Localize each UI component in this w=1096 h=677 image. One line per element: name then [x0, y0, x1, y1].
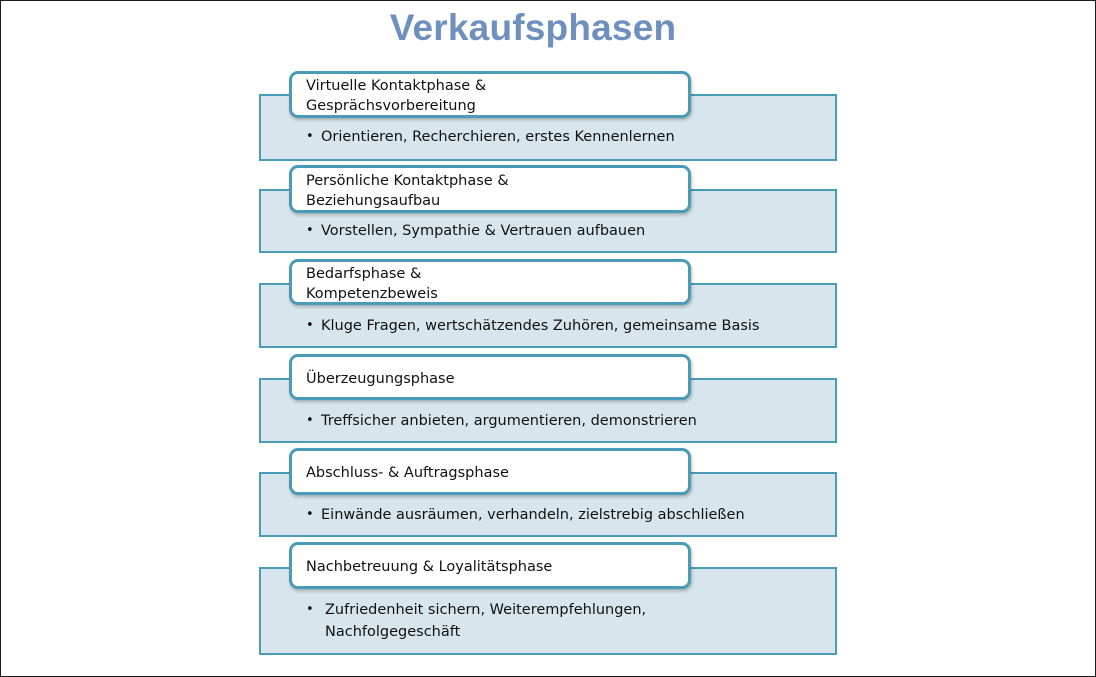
phase-heading-text: Überzeugungsphase	[306, 370, 455, 387]
phase-bullet-text: Vorstellen, Sympathie & Vertrauen aufbauen	[321, 223, 646, 239]
phase-bullet-5	[306, 504, 826, 526]
phase-heading-text: Bedarfsphase & Kompetenzbeweis	[306, 265, 438, 302]
phase-header-3	[289, 259, 691, 305]
slide-title: Verkaufsphasen	[389, 7, 677, 48]
phase-heading-text: Persönliche Kontaktphase & Beziehungsaufbau	[306, 172, 509, 209]
phase-bullet-text: Einwände ausräumen, verhandeln, zielstrebig abschließen	[321, 507, 745, 523]
phase-header-5	[289, 448, 691, 495]
phase-header-1	[289, 71, 691, 118]
phase-bullet-2	[306, 220, 826, 242]
phase-header-2	[289, 165, 691, 213]
phase-header-4	[289, 354, 691, 400]
phase-header-6	[289, 542, 691, 589]
phase-bullet-4	[306, 410, 826, 432]
phase-bullet-text: Treffsicher anbieten, argumentieren, demonstrieren	[321, 413, 697, 429]
phase-heading-text: Virtuelle Kontaktphase & Gesprächsvorbereitung	[306, 78, 487, 114]
phase-bullet-text: Kluge Fragen, wertschätzendes Zuhören, gemeinsame Basis	[321, 318, 760, 334]
bullet-icon: •	[306, 129, 314, 144]
phase-bullet-6	[306, 599, 666, 643]
phase-bullet-3	[306, 315, 826, 337]
bullet-icon: •	[306, 602, 314, 617]
bullet-icon: •	[306, 507, 314, 522]
phase-bullet-text: Orientieren, Recherchieren, erstes Kennenlernen	[321, 129, 675, 145]
bullet-icon: •	[306, 223, 314, 238]
phase-bullet-text: Zufriedenheit sichern, Weiterempfehlungen, Nachfolgegeschäft	[325, 602, 647, 640]
phase-heading-text: Abschluss- & Auftragsphase	[306, 465, 509, 481]
phase-heading-text: Nachbetreuung & Loyalitätsphase	[306, 559, 553, 575]
bullet-icon: •	[306, 318, 314, 333]
bullet-icon: •	[306, 413, 314, 428]
phase-bullet-1	[306, 126, 826, 148]
